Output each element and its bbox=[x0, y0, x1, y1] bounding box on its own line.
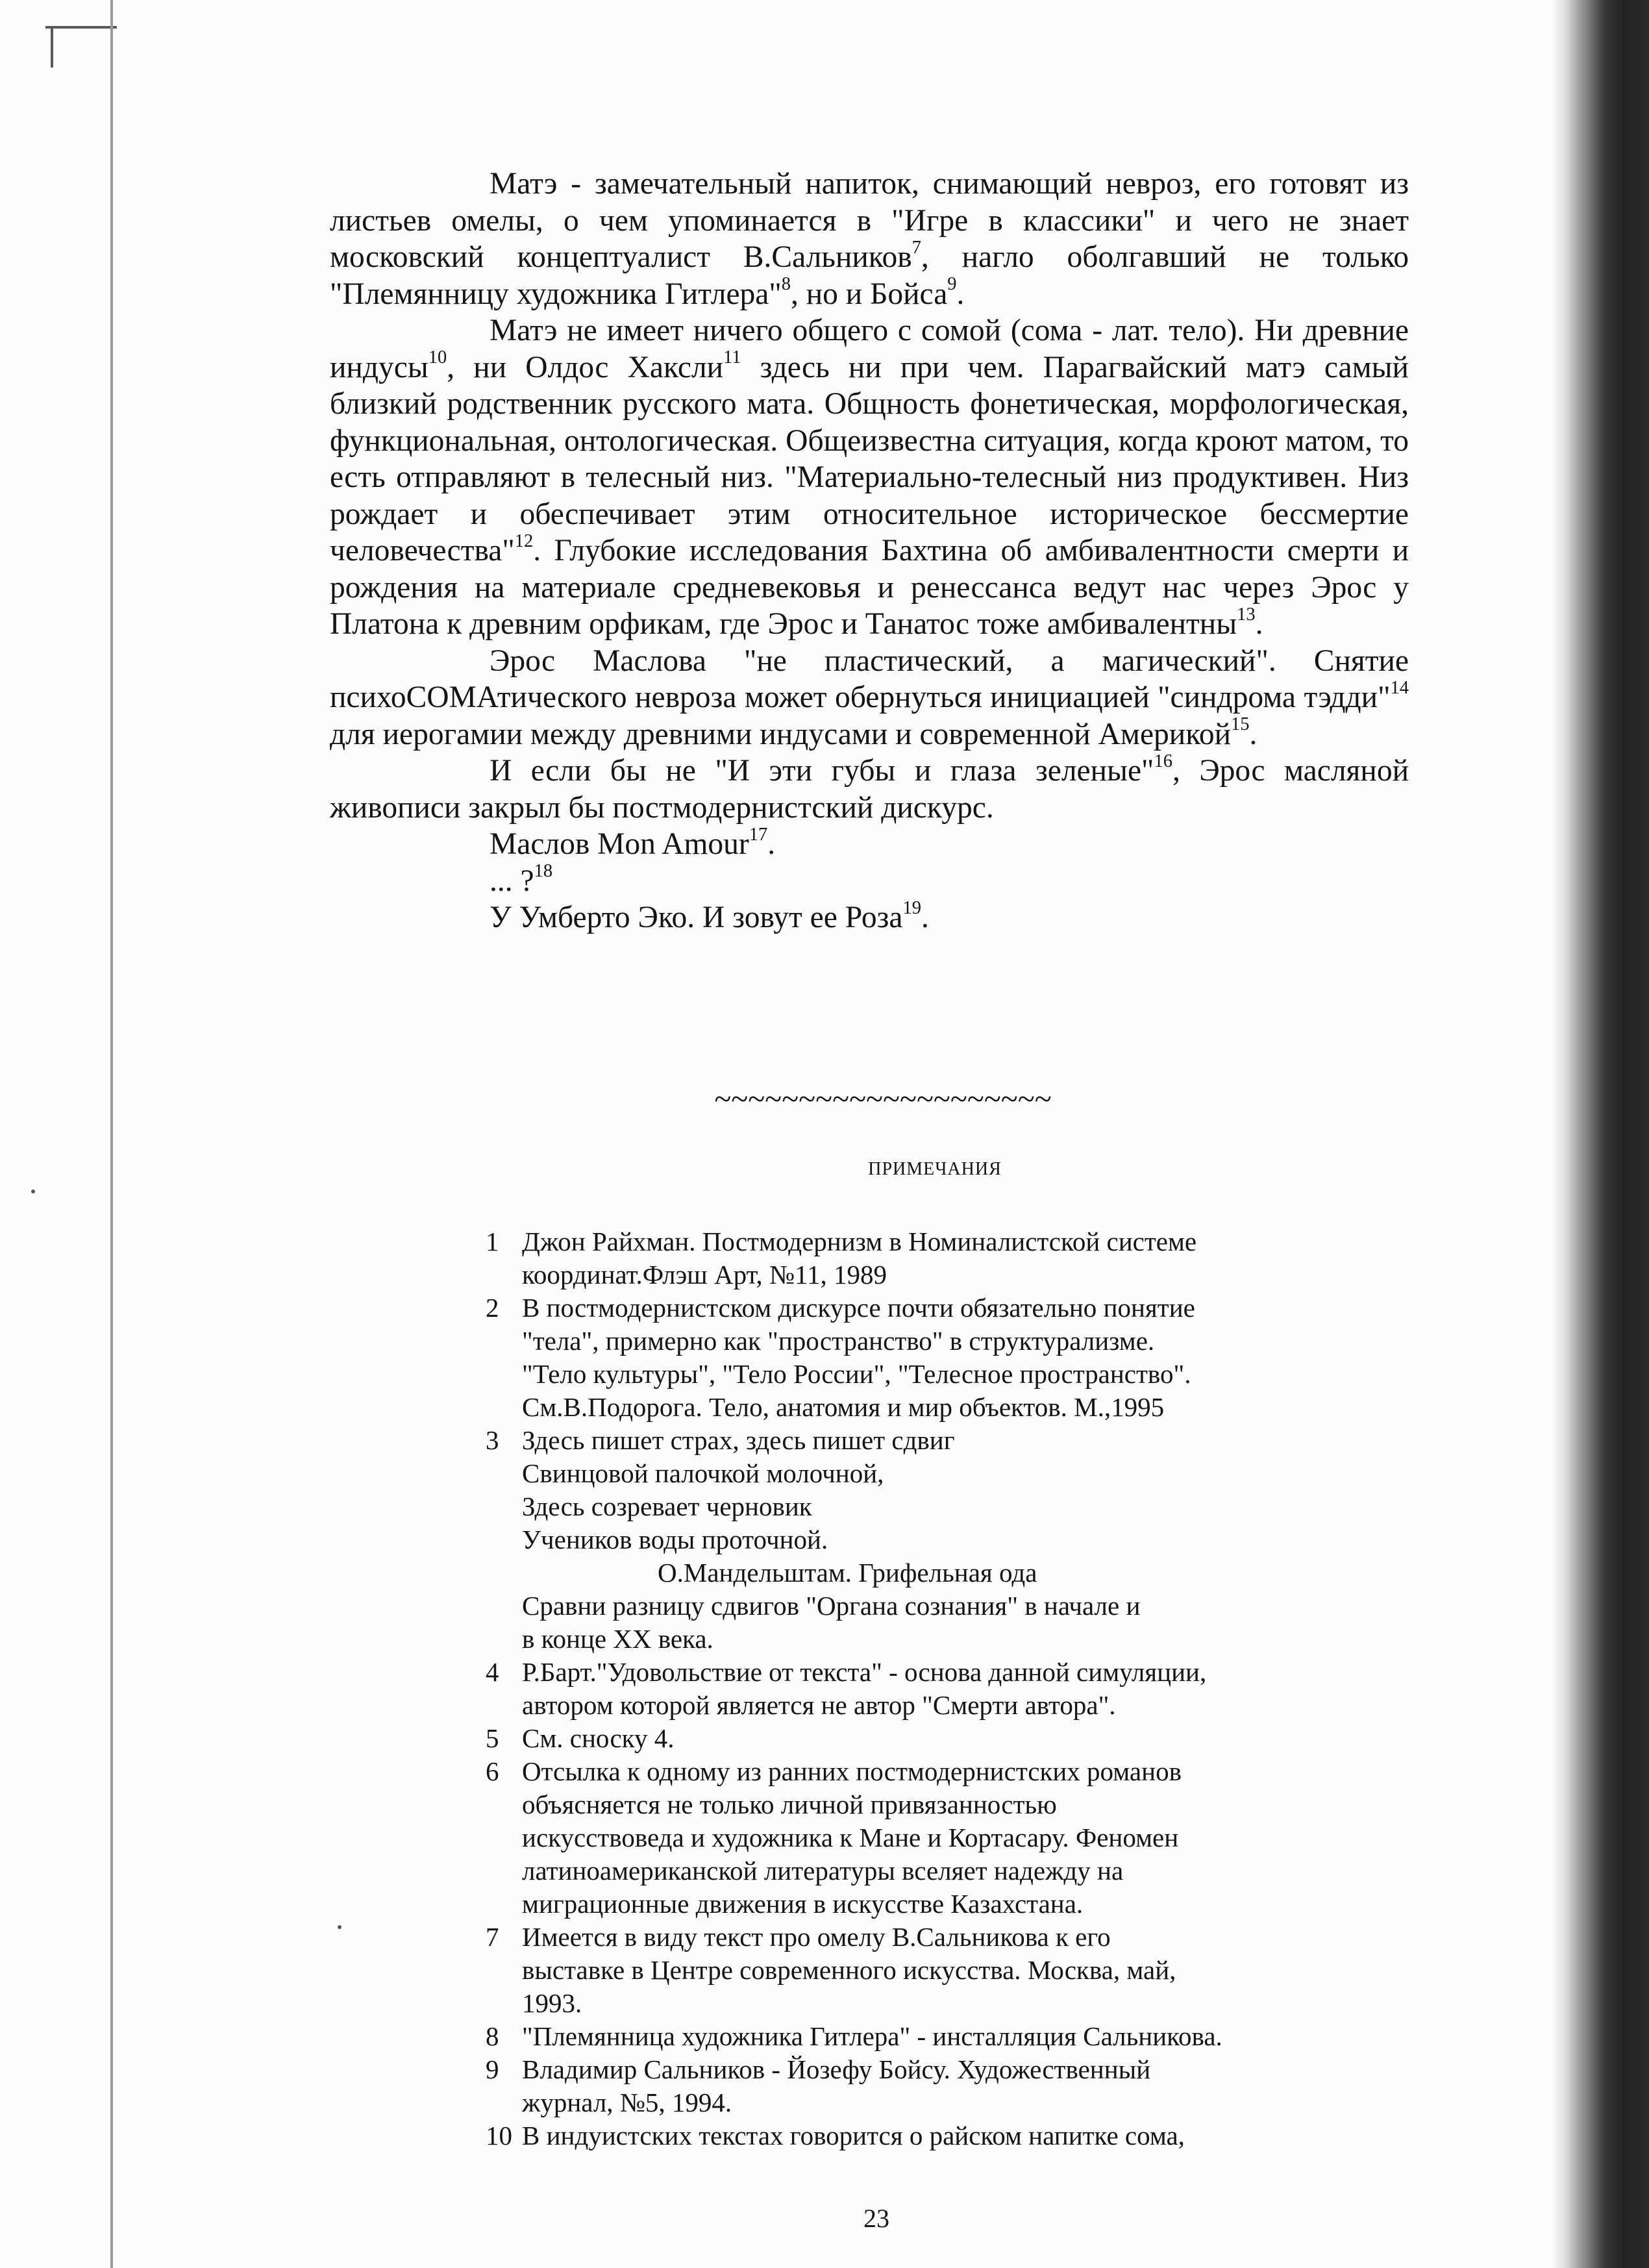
note-line: координат.Флэш Арт, №11, 1989 bbox=[522, 1260, 887, 1290]
footnote-ref: 19 bbox=[902, 897, 922, 918]
note-item bbox=[486, 2020, 1407, 2053]
note-line: "Тело культуры", "Тело России", "Телесное пространство". bbox=[522, 1359, 1191, 1389]
text-run: . bbox=[1255, 607, 1263, 641]
note-text bbox=[522, 2020, 1407, 2053]
note-item bbox=[486, 2053, 1407, 2119]
scan-right-shadow bbox=[1552, 0, 1649, 2268]
note-line: Р.Барт."Удовольствие от текста" - основа данной симуляции, bbox=[522, 1657, 1207, 1687]
note-text bbox=[522, 1225, 1407, 1291]
footnote-ref: 14 bbox=[1390, 677, 1409, 698]
notes-list bbox=[486, 1225, 1407, 2152]
note-text bbox=[522, 1921, 1407, 2020]
notes-title: ПРИМЕЧАНИЯ bbox=[868, 1159, 1002, 1179]
note-line: объясняется не только личной привязанностью bbox=[522, 1789, 1057, 1819]
text-run: Матэ - замечательный напиток, снимающий невроз, его готовят из листьев омелы, о чем упоминается в "Игре в классики" и чего не знает московский концептуалист В.Сальников bbox=[330, 167, 1409, 274]
note-line: выставке в Центре современного искусства. Москва, май, bbox=[522, 1955, 1176, 1985]
scan-left-edge-line bbox=[110, 0, 113, 2268]
text-run: . bbox=[1249, 717, 1258, 751]
note-line: искусствоведа и художника к Мане и Кортасару. Феномен bbox=[522, 1823, 1179, 1852]
text-run: . bbox=[921, 901, 929, 934]
text-run: . bbox=[767, 827, 776, 861]
note-line: Свинцовой палочкой молочной, bbox=[522, 1458, 884, 1488]
text-run: И если бы не "И эти губы и глаза зеленые" bbox=[490, 754, 1154, 788]
note-line: Имеется в виду текст про омелу В.Сальникова к его bbox=[522, 1922, 1111, 1952]
text-run: , Эрос масляной живописи закрыл бы постмодернистский дискурс. bbox=[330, 754, 1409, 825]
body-short-line bbox=[330, 826, 1409, 863]
note-line: См. сноску 4. bbox=[522, 1723, 675, 1753]
note-text bbox=[522, 1424, 1407, 1656]
note-text bbox=[522, 1722, 1407, 1755]
body-short-line bbox=[330, 899, 1409, 936]
footnote-ref: 8 bbox=[781, 274, 791, 295]
note-number: 10 bbox=[486, 2121, 512, 2150]
note-line: Здесь созревает черновик bbox=[522, 1491, 812, 1521]
footnote-ref: 15 bbox=[1231, 714, 1250, 735]
note-item bbox=[486, 1722, 1407, 1755]
note-line: См.В.Подорога. Тело, анатомия и мир объектов. М.,1995 bbox=[522, 1392, 1165, 1422]
note-number: 1 bbox=[486, 1227, 499, 1256]
note-text bbox=[522, 1656, 1407, 1722]
text-run: , нагло оболгавший не только "Племянницу художника Гитлера" bbox=[330, 240, 1409, 311]
note-line: Учеников воды проточной. bbox=[522, 1525, 828, 1554]
text-run: здесь ни при чем. Парагвайский матэ самый близкий родственник русского мата. Общность фонетическая, морфологическая, функциональная, онтологическая. Общеизвестна ситуация, когда кроют матом, то есть отправляют в телесный низ. "Материально-телесный низ продуктивен. Низ рождает и обеспечивает этим относительное историческое бессмертие человечества" bbox=[330, 350, 1409, 567]
note-number: 5 bbox=[486, 1723, 499, 1753]
note-item bbox=[486, 1656, 1407, 1722]
note-number: 7 bbox=[486, 1922, 499, 1952]
body-paragraph bbox=[330, 312, 1409, 643]
scan-speck bbox=[338, 1925, 341, 1929]
note-text bbox=[522, 2053, 1407, 2119]
note-line: В индуистских текстах говорится о райском напитке сома, bbox=[522, 2121, 1185, 2150]
text-run: Маслов Mon Amour bbox=[490, 827, 749, 861]
footnote-ref: 12 bbox=[514, 530, 534, 551]
note-line: автором которой является не автор "Смерти автора". bbox=[522, 1690, 1116, 1720]
body-short-line bbox=[330, 863, 1409, 900]
footnote-ref: 13 bbox=[1237, 604, 1256, 625]
text-run: У Умберто Эко. И зовут ее Роза bbox=[490, 901, 903, 934]
note-item bbox=[486, 1921, 1407, 2020]
footnote-ref: 9 bbox=[947, 274, 957, 295]
text-run: Эрос Маслова "не пластический, а магический". Снятие психоСОМАтического невроза может обернуться инициацией "синдрома тэдди" bbox=[330, 643, 1409, 714]
note-number: 6 bbox=[486, 1756, 499, 1786]
note-text bbox=[522, 2119, 1407, 2152]
note-line: в конце XX века. bbox=[522, 1624, 713, 1654]
note-line: Владимир Сальников - Йозефу Бойсу. Художественный bbox=[522, 2054, 1151, 2084]
page-number: 23 bbox=[863, 2204, 889, 2233]
note-item bbox=[486, 1424, 1407, 1656]
note-line: журнал, №5, 1994. bbox=[522, 2087, 732, 2117]
note-line: Отсылка к одному из ранних постмодернистских романов bbox=[522, 1756, 1182, 1786]
note-line: латиноамериканской литературы вселяет надежду на bbox=[522, 1856, 1124, 1886]
text-run: для иерогамии между древними индусами и современной Америкой bbox=[330, 717, 1232, 751]
note-number: 9 bbox=[486, 2054, 499, 2084]
note-number: 3 bbox=[486, 1425, 499, 1455]
body-text bbox=[330, 166, 1409, 936]
text-run: , ни Олдос Хаксли bbox=[447, 350, 724, 384]
note-item bbox=[486, 2119, 1407, 2152]
note-line: "Племянница художника Гитлера" - инсталляция Сальникова. bbox=[522, 2021, 1222, 2051]
note-item bbox=[486, 1755, 1407, 1921]
scan-corner-mark-vertical bbox=[51, 29, 53, 68]
note-line: О.Мандельштам. Грифельная ода bbox=[658, 1558, 1037, 1588]
note-item bbox=[486, 1291, 1407, 1424]
note-line: миграционные движения в искусстве Казахстана. bbox=[522, 1889, 1084, 1919]
body-paragraph bbox=[330, 166, 1409, 312]
note-item bbox=[486, 1225, 1407, 1291]
scan-speck bbox=[31, 1190, 35, 1193]
note-line: Сравни разницу сдвигов "Органа сознания" в начале и bbox=[522, 1591, 1141, 1621]
note-number: 4 bbox=[486, 1657, 499, 1687]
note-text bbox=[522, 1291, 1407, 1424]
body-paragraph bbox=[330, 643, 1409, 753]
text-run: Матэ не имеет ничего общего с сомой (сома - лат. тело). Ни древние индусы bbox=[330, 314, 1409, 384]
note-line: В постмодернистском дискурсе почти обязательно понятие bbox=[522, 1293, 1195, 1323]
note-line: "тела", примерно как "пространство" в структурализме. bbox=[522, 1326, 1155, 1356]
footnote-ref: 7 bbox=[911, 237, 921, 258]
note-line: 1993. bbox=[522, 1988, 582, 2018]
footnote-ref: 18 bbox=[534, 861, 553, 882]
text-run: , но и Бойса bbox=[791, 277, 948, 311]
note-number: 2 bbox=[486, 1293, 499, 1323]
note-number: 8 bbox=[486, 2021, 499, 2051]
scan-corner-mark bbox=[45, 26, 117, 29]
text-run: . bbox=[956, 277, 965, 311]
section-divider: ~~~~~~~~~~~~~~~~~~~~ bbox=[714, 1082, 1052, 1116]
footnote-ref: 11 bbox=[723, 347, 741, 368]
note-line: Здесь пишет страх, здесь пишет сдвиг bbox=[522, 1425, 955, 1455]
footnote-ref: 17 bbox=[749, 824, 768, 845]
note-line: Джон Райхман. Постмодернизм в Номиналистской системе bbox=[522, 1227, 1197, 1256]
text-run: ... ? bbox=[490, 864, 534, 898]
text-run: . Глубокие исследования Бахтина об амбивалентности смерти и рождения на материале средневековья и ренессанса ведут нас через Эрос у Платона к древним орфикам, где Эрос и Танатос тоже амбивалентны bbox=[330, 534, 1409, 641]
note-text bbox=[522, 1755, 1407, 1921]
footnote-ref: 16 bbox=[1154, 751, 1172, 771]
footnote-ref: 10 bbox=[428, 347, 447, 368]
body-paragraph bbox=[330, 753, 1409, 826]
